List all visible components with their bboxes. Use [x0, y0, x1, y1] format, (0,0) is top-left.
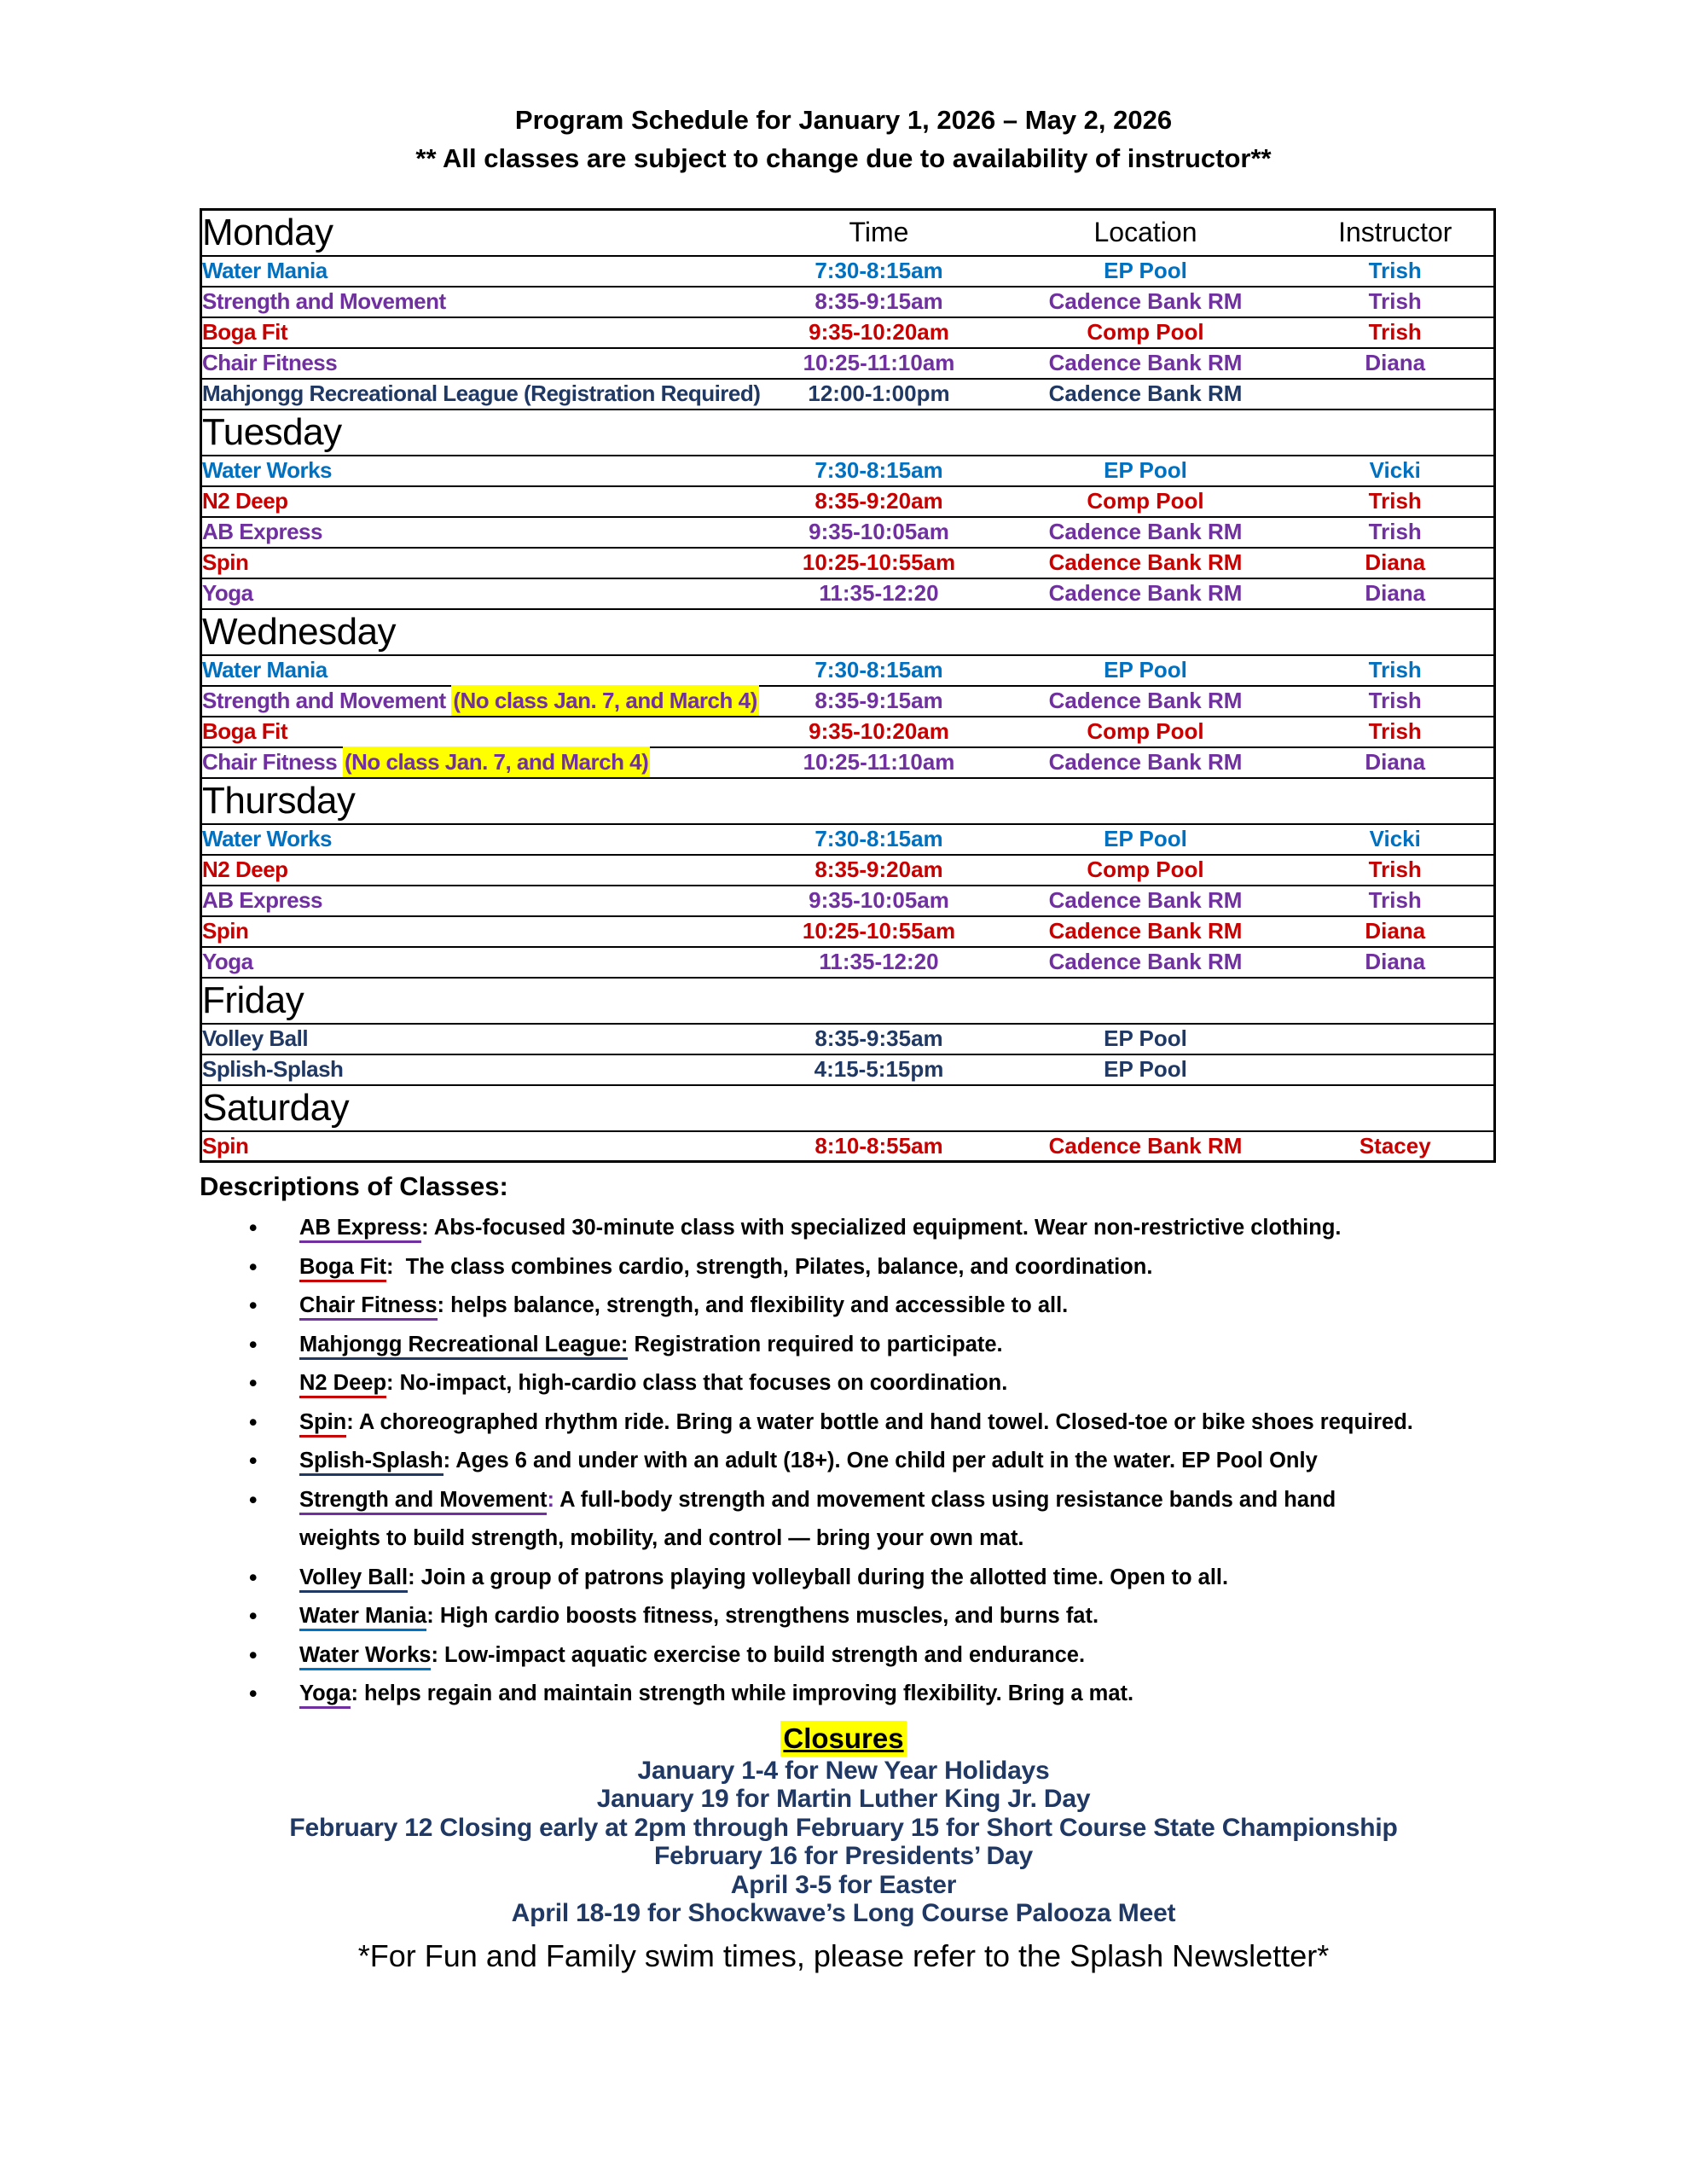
class-location-cell: Cadence Bank RM: [1048, 288, 1243, 314]
description-item: [200, 1442, 1419, 1481]
class-row: [201, 686, 1495, 717]
class-instructor-cell: Vicki: [1369, 457, 1421, 483]
bullet-marker: •: [249, 1331, 258, 1357]
class-row: [201, 379, 1495, 410]
class-name-cell: Water Works: [202, 826, 332, 851]
bullet-marker: •: [249, 1370, 258, 1396]
closure-line: April 18-19 for Shockwave’s Long Course Palooza Meet: [511, 1899, 1176, 1927]
class-time-cell: 8:35-9:35am: [815, 1025, 943, 1051]
class-time-cell: 7:30-8:15am: [815, 657, 943, 682]
class-row: [201, 947, 1495, 978]
class-time-cell: 8:35-9:20am: [815, 488, 943, 514]
closure-line: February 16 for Presidents’ Day: [654, 1842, 1033, 1870]
closure-line: January 1-4 for New Year Holidays: [637, 1756, 1050, 1785]
class-time-cell: 7:30-8:15am: [815, 258, 943, 283]
description-item: [200, 1326, 1419, 1365]
class-instructor-cell: Diana: [1365, 350, 1426, 375]
class-name-cell: Spin: [202, 1132, 249, 1159]
day-label: Wednesday: [202, 610, 397, 653]
day-header-row: [201, 210, 1495, 256]
class-location-cell: Cadence Bank RM: [1048, 688, 1243, 713]
description-item: [200, 1403, 1419, 1443]
description-text: A full-body strength and movement class using resistance bands and hand weights to build strength, mobility, and control — bring your own mat.: [299, 1487, 1342, 1550]
class-name-cell: Chair Fitness: [202, 350, 338, 375]
class-name-cell: Chair Fitness (No class Jan. 7, and March 4): [201, 747, 764, 778]
class-name-cell: Mahjongg Recreational League (Registration Required): [202, 380, 761, 406]
description-item: [200, 1287, 1419, 1326]
class-instructor-cell: Trish: [1368, 857, 1422, 882]
day-header-row: [201, 609, 1495, 655]
class-instructor-cell: Trish: [1368, 657, 1422, 682]
class-time-cell: 10:25-11:10am: [803, 749, 955, 775]
description-term: Volley Ball: [299, 1565, 408, 1593]
class-instructor-cell: [1297, 379, 1495, 410]
day-label: Saturday: [202, 1086, 350, 1129]
description-text: A choreographed rhythm ride. Bring a water bottle and hand towel. Closed-toe or bike shoes required.: [358, 1409, 1413, 1434]
description-text: The class combines cardio, strength, Pilates, balance, and coordination.: [405, 1254, 1153, 1279]
day-header-row: [201, 1085, 1495, 1131]
class-time-cell: 8:35-9:20am: [815, 857, 943, 882]
class-name-cell: AB Express: [202, 887, 322, 913]
class-note-highlight: (No class Jan. 7, and March 4): [343, 746, 650, 777]
bullet-marker: •: [249, 1215, 258, 1240]
class-location-cell: Cadence Bank RM: [1048, 949, 1243, 974]
class-name-cell: Yoga: [202, 580, 253, 606]
class-instructor-cell: Trish: [1368, 519, 1422, 544]
class-name-cell: Strength and Movement (No class Jan. 7, and March 4): [201, 686, 764, 717]
class-location-cell: Comp Pool: [1087, 319, 1204, 345]
bullet-marker: •: [249, 1681, 258, 1706]
description-separator: :: [408, 1565, 421, 1589]
description-separator: :: [386, 1371, 400, 1395]
bullet-marker: •: [249, 1564, 258, 1590]
class-location-cell: EP Pool: [1104, 657, 1187, 682]
description-separator: :: [346, 1409, 359, 1434]
description-term: Splish-Splash: [299, 1449, 443, 1476]
class-row: [201, 456, 1495, 486]
description-item: [200, 1675, 1419, 1714]
closures-heading: Closures: [780, 1721, 906, 1757]
class-location-cell: EP Pool: [1104, 1025, 1187, 1051]
description-item: [200, 1597, 1419, 1636]
class-time-cell: 7:30-8:15am: [815, 826, 943, 851]
class-instructor-cell: Diana: [1365, 918, 1426, 944]
description-separator: :: [431, 1642, 445, 1667]
description-term: Mahjongg Recreational League:: [299, 1333, 628, 1360]
class-row: [201, 1131, 1495, 1162]
class-location-cell: Cadence Bank RM: [1048, 519, 1243, 544]
class-time-cell: 8:10-8:55am: [815, 1132, 943, 1159]
description-term: Water Works: [299, 1643, 431, 1670]
class-location-cell: Cadence Bank RM: [1048, 580, 1243, 606]
class-row: [201, 348, 1495, 379]
class-name-cell: N2 Deep: [202, 488, 288, 514]
class-name-cell: N2 Deep: [202, 857, 288, 882]
class-time-cell: 10:25-11:10am: [803, 350, 955, 375]
description-term: AB Express: [299, 1216, 421, 1243]
bullet-marker: •: [249, 1292, 258, 1318]
class-name-cell: Volley Ball: [202, 1025, 309, 1051]
closure-line: January 19 for Martin Luther King Jr. Day: [596, 1785, 1091, 1813]
class-row: [201, 747, 1495, 778]
day-header-row: [201, 410, 1495, 456]
class-instructor-cell: Stacey: [1359, 1132, 1431, 1159]
class-location-cell: EP Pool: [1104, 1056, 1187, 1082]
class-location-cell: EP Pool: [1104, 826, 1187, 851]
bullet-marker: •: [249, 1253, 258, 1280]
class-name-cell: Strength and Movement: [202, 288, 446, 314]
bullet-marker: •: [249, 1486, 258, 1513]
bullet-marker: •: [249, 1409, 258, 1435]
class-row: [201, 317, 1495, 348]
description-text: helps regain and maintain strength while improving flexibility. Bring a mat.: [364, 1682, 1134, 1705]
class-instructor-cell: Diana: [1365, 549, 1426, 575]
class-instructor-cell: Trish: [1368, 258, 1422, 283]
class-location-cell: Cadence Bank RM: [1048, 749, 1243, 775]
column-header-instructor: Instructor: [1338, 217, 1452, 248]
class-instructor-cell: [1297, 1024, 1495, 1054]
class-row: [201, 824, 1495, 855]
class-name-cell: Yoga: [202, 949, 253, 974]
class-instructor-cell: [1297, 1054, 1495, 1085]
description-item: [200, 1209, 1419, 1248]
description-term: Water Mania: [299, 1604, 426, 1631]
column-header-location: Location: [1093, 217, 1197, 248]
class-instructor-cell: Diana: [1365, 749, 1426, 775]
class-instructor-cell: Trish: [1368, 887, 1422, 913]
class-location-cell: Cadence Bank RM: [1048, 918, 1243, 944]
bullet-marker: •: [249, 1603, 258, 1629]
class-note-highlight: (No class Jan. 7, and March 4): [451, 685, 758, 716]
description-separator: :: [351, 1682, 365, 1705]
class-time-cell: 10:25-10:55am: [802, 918, 956, 944]
day-header-row: [201, 778, 1495, 824]
title-block: [0, 0, 1687, 177]
closure-lines: [0, 1757, 1687, 1928]
schedule-table: [200, 208, 1496, 1163]
day-label: Monday: [202, 211, 333, 253]
description-term: Boga Fit: [299, 1255, 386, 1282]
description-text: High cardio boosts fitness, strengthens muscles, and burns fat.: [439, 1604, 1099, 1628]
description-text: Low-impact aquatic exercise to build strength and endurance.: [444, 1642, 1086, 1667]
descriptions-heading: Descriptions of Classes:: [200, 1171, 508, 1201]
class-time-cell: 10:25-10:55am: [802, 549, 956, 575]
description-term: Spin: [299, 1410, 346, 1438]
class-row: [201, 578, 1495, 609]
class-row: [201, 517, 1495, 548]
class-instructor-cell: Trish: [1368, 488, 1422, 514]
class-time-cell: 8:35-9:15am: [815, 688, 943, 713]
class-instructor-cell: Trish: [1368, 319, 1422, 345]
class-row: [201, 486, 1495, 517]
class-name-cell: Splish-Splash: [202, 1056, 344, 1082]
class-name-cell: Boga Fit: [202, 718, 287, 744]
class-location-cell: Cadence Bank RM: [1048, 549, 1243, 575]
class-instructor-cell: Diana: [1365, 580, 1426, 606]
day-label: Friday: [202, 979, 304, 1021]
class-location-cell: EP Pool: [1104, 457, 1187, 483]
description-separator: :: [426, 1604, 440, 1628]
day-label: Thursday: [202, 779, 356, 822]
class-name-cell: Water Works: [202, 457, 332, 483]
description-item: [200, 1559, 1419, 1598]
class-row: [201, 717, 1495, 747]
description-item: [200, 1364, 1419, 1403]
description-text: No-impact, high-cardio class that focuses on coordination.: [399, 1371, 1008, 1395]
class-row: [201, 287, 1495, 317]
description-separator: :: [547, 1487, 560, 1512]
class-instructor-cell: Diana: [1365, 949, 1426, 974]
footer-note: *For Fun and Family swim times, please refer to the Splash Newsletter*: [357, 1937, 1330, 1973]
class-name-cell: Spin: [202, 918, 249, 944]
class-time-cell: 11:35-12:20: [819, 949, 939, 974]
class-location-cell: Comp Pool: [1087, 857, 1204, 882]
class-time-cell: 12:00-1:00pm: [808, 380, 950, 406]
description-separator: :: [437, 1293, 451, 1317]
class-row: [201, 1054, 1495, 1085]
class-name-cell: AB Express: [202, 519, 322, 544]
description-term: Strength and Movement: [299, 1488, 547, 1515]
class-location-cell: Cadence Bank RM: [1048, 887, 1243, 913]
class-row: [201, 655, 1495, 686]
closure-line: February 12 Closing early at 2pm through February 15 for Short Course State Championship: [289, 1813, 1398, 1842]
day-label: Tuesday: [202, 410, 342, 453]
class-time-cell: 9:35-10:05am: [809, 887, 949, 913]
class-instructor-cell: Trish: [1368, 288, 1422, 314]
description-text: Join a group of patrons playing volleyball during the allotted time. Open to all.: [420, 1565, 1229, 1589]
description-text: Abs-focused 30-minute class with specialized equipment. Wear non-restrictive clothing.: [433, 1216, 1342, 1240]
class-name-cell: Water Mania: [202, 258, 328, 283]
description-term: Chair Fitness: [299, 1293, 438, 1321]
day-header-row: [201, 978, 1495, 1024]
class-row: [201, 855, 1495, 886]
document-title: Program Schedule for January 1, 2026 – May 2, 2026: [514, 105, 1173, 135]
bullet-marker: •: [249, 1448, 258, 1473]
class-row: [201, 256, 1495, 287]
description-separator: :: [421, 1216, 434, 1240]
class-time-cell: 9:35-10:20am: [809, 319, 949, 345]
class-location-cell: EP Pool: [1104, 258, 1187, 283]
description-item: [200, 1636, 1419, 1676]
class-time-cell: 9:35-10:05am: [809, 519, 949, 544]
description-item: [200, 1481, 1419, 1559]
class-time-cell: 11:35-12:20: [819, 580, 939, 606]
description-separator: :: [386, 1254, 406, 1279]
description-term: Yoga: [299, 1682, 351, 1709]
description-item: [200, 1248, 1419, 1287]
class-name-cell: Spin: [202, 549, 249, 575]
class-instructor-cell: Trish: [1368, 688, 1422, 713]
class-instructor-cell: Vicki: [1369, 826, 1421, 851]
class-time-cell: 4:15-5:15pm: [814, 1056, 944, 1082]
class-location-cell: Cadence Bank RM: [1048, 380, 1243, 406]
class-row: [201, 916, 1495, 947]
class-time-cell: 8:35-9:15am: [815, 288, 943, 314]
class-location-cell: Cadence Bank RM: [1048, 350, 1243, 375]
document-subtitle: ** All classes are subject to change due to availability of instructor**: [415, 143, 1272, 173]
class-location-cell: Comp Pool: [1087, 488, 1204, 514]
class-row: [201, 548, 1495, 578]
column-header-time: Time: [849, 217, 909, 248]
class-time-cell: 7:30-8:15am: [815, 457, 943, 483]
class-row: [201, 886, 1495, 916]
class-time-cell: 9:35-10:20am: [809, 718, 949, 744]
closures-section: [0, 1721, 1687, 1928]
class-name-cell: Boga Fit: [202, 319, 287, 345]
class-instructor-cell: Trish: [1368, 718, 1422, 744]
bullet-marker: •: [249, 1641, 258, 1668]
description-term: N2 Deep: [299, 1371, 386, 1398]
class-row: [201, 1024, 1495, 1054]
description-text: Ages 6 and under with an adult (18+). One child per adult in the water. EP Pool Only: [455, 1449, 1318, 1472]
class-descriptions-list: [0, 1209, 1687, 1714]
description-separator: :: [443, 1449, 456, 1472]
description-text: Registration required to participate.: [634, 1332, 1003, 1356]
closure-line: April 3-5 for Easter: [730, 1870, 957, 1899]
description-text: helps balance, strength, and flexibility and accessible to all.: [450, 1293, 1069, 1317]
class-name-cell: Water Mania: [202, 657, 328, 682]
class-location-cell: Cadence Bank RM: [1048, 1132, 1243, 1159]
class-location-cell: Comp Pool: [1087, 718, 1204, 744]
